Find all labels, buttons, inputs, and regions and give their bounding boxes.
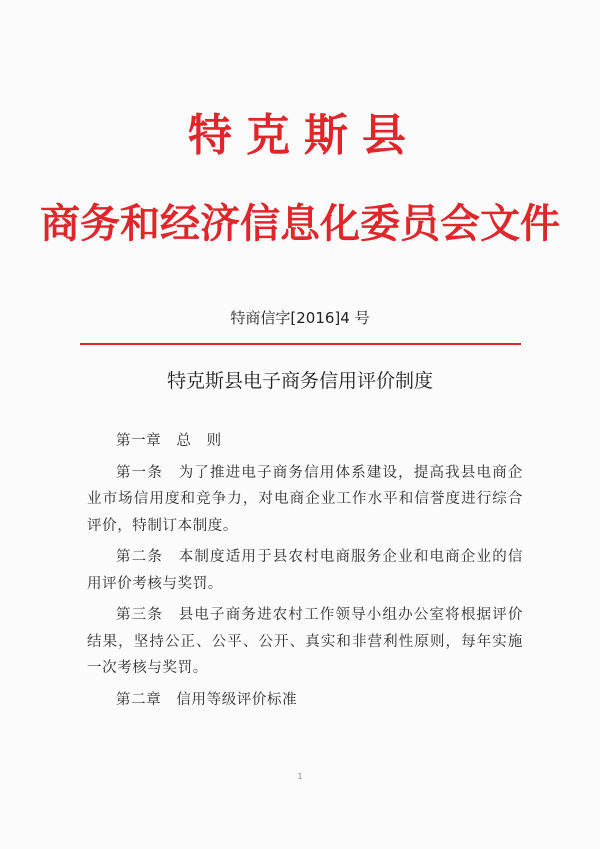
chapter-heading: 第二章 信用等级评价标准 [116,691,298,708]
document-number: 特商信字[2016]4 号 [230,309,370,327]
article-paragraph: 第二条 本制度适用于县农村电商服务企业和电商企业的信用评价考核与奖罚。 [87,549,523,592]
chapter-heading: 第一章 总 则 [116,433,222,449]
issuing-authority-line2: 商务和经济信息化委员会文件 [40,201,560,247]
document-title: 特克斯县电子商务信用评价制度 [166,370,433,392]
article-paragraph: 第一条 为了推进电子商务信用体系建设，提高我县电商企业市场信用度和竞争力，对电商企业工作水平和信誉度进行综合评价，特制订本制度。 [87,464,523,534]
issuing-authority-line1: 特克斯县 [188,110,420,161]
red-divider-line [80,343,521,345]
document-body [87,428,523,718]
page-number: 1 [297,772,303,781]
article-paragraph: 第三条 县电子商务进农村工作领导小组办公室将根据评价结果，坚持公正、公平、公开、真实和非营利性原则，每年实施一次考核与奖罚。 [87,607,523,676]
